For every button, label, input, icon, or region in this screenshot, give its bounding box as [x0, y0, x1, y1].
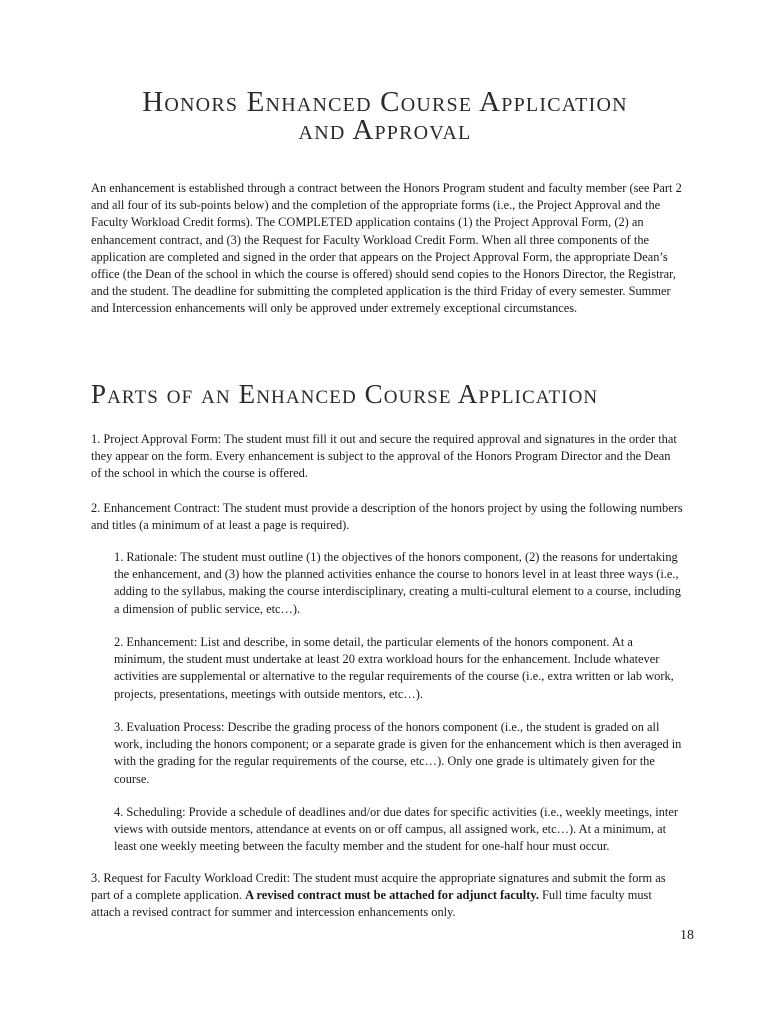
subpoint-2-enhancement: 2. Enhancement: List and describe, in some detail, the particular elements of the honors component. At a minimum, the student must undertake at least 20 extra workload hours for the enhancement. Include whatever activities are supplemental or alternative to the regular requirements of the course (i.e., extra written or lab work, projects, presentations, meetings with outside mentors, etc…).	[114, 635, 674, 701]
part-3-text-start: 3. Request for Faculty Workload Credit: The student must acquire the appropriate signatures and submit the form as part of a complete application.	[91, 871, 666, 903]
subpoint-4-scheduling: 4. Scheduling: Provide a schedule of deadlines and/or due dates for specific activities (i.e., weekly meetings, inter views with outside mentors, attendance at events on or off campus, all assigned work, etc…). At a minimum, at least one weekly meeting between the faculty member and the student for one-half hour must occur.	[114, 805, 678, 854]
part-3-paragraph	[91, 870, 683, 922]
part-3-text-end: Full time faculty must attach a revised contract for summer and intercession enhancements only.	[91, 888, 652, 920]
page-title	[60, 88, 710, 144]
section-heading: Parts of an Enhanced Course Application	[91, 379, 599, 409]
title-line-2: and Approval	[298, 114, 472, 146]
part-1-paragraph: 1. Project Approval Form: The student must fill it out and secure the required approval and signatures in the order that they appear on the form. Every enhancement is subject to the approval of the Honors Program Director and the Dean of the school in which the course is offered.	[91, 432, 677, 481]
page-number: 18	[680, 928, 694, 943]
subpoint-3-evaluation: 3. Evaluation Process: Describe the grading process of the honors component (i.e., the student is graded on all work, including the honors component; or a separate grade is given for the enhancement which is then averaged in with the grading for the regular requirements of the course, etc…). Only one grade is ultimately given for the course.	[114, 720, 682, 786]
title-line-1: Honors Enhanced Course Application	[142, 86, 628, 118]
subpoint-1-rationale: 1. Rationale: The student must outline (1) the objectives of the honors component, (2) the reasons for undertaking the enhancement, and (3) how the planned activities enhance the course to honors level in at least three ways (i.e., adding to the syllabus, making the course interdisciplinary, creating a multi-cultural element to a course, including a dimension of public service, etc…).	[114, 550, 681, 616]
part-3-bold-text: A revised contract must be attached for adjunct faculty.	[245, 888, 539, 903]
intro-paragraph: An enhancement is established through a contract between the Honors Program student and faculty member (see Part 2 and all four of its sub-points below) and the completion of the appropriate forms (i.e., the Project Approval and the Faculty Workload Credit forms). The COMPLETED application contains (1) the Project Approval Form, (2) an enhancement contract, and (3) the Request for Faculty Workload Credit Form. When all three components of the application are completed and signed in the order that appears on the Project Approval Form, the appropriate Dean’s office (the Dean of the school in which the course is offered) should send copies to the Honors Director, the Registrar, and the student. The deadline for submitting the completed application is the third Friday of every semester. Summer and Intercession enhancements will only be approved under extremely exceptional circumstances.	[91, 181, 682, 316]
part-2-paragraph: 2. Enhancement Contract: The student must provide a description of the honors project by using the following numbers and titles (a minimum of at least a page is required).	[91, 501, 683, 533]
